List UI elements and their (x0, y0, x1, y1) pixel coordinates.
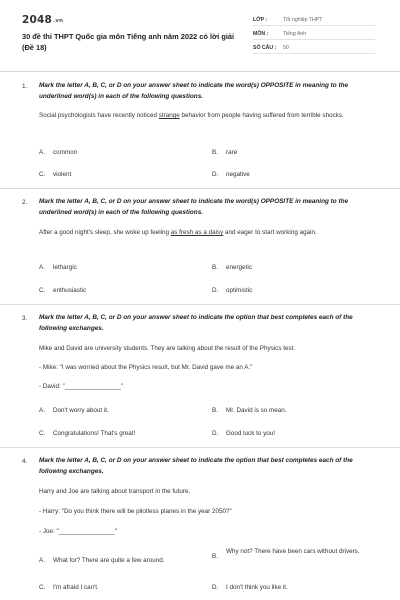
option-letter: B. (212, 149, 218, 156)
option-text: Why not? There have been cars without drivers. (226, 548, 360, 555)
option-letter: D. (212, 584, 219, 591)
meta-label: LỚP : (253, 17, 268, 23)
option-c[interactable] (39, 286, 199, 296)
option-d[interactable] (212, 429, 372, 439)
option-b[interactable] (212, 148, 372, 158)
text-segment: After a good night's sleep, she woke up feeling (39, 229, 171, 236)
question-instruction: Mark the letter A, B, C, or D on your answer sheet to indicate the option that best completes each of the following exchanges. (39, 314, 353, 332)
option-letter: C. (39, 287, 46, 294)
option-text: energetic (226, 264, 252, 271)
option-text: Mr. David is so mean. (226, 407, 287, 414)
question-instruction: Mark the letter A, B, C, or D on your answer sheet to indicate the word(s) OPPOSITE in meaning to the underlined word(s) in each of the following questions. (39, 82, 349, 100)
option-a[interactable] (39, 148, 199, 158)
option-letter: A. (39, 149, 45, 156)
option-text: enthusiastic (53, 287, 87, 294)
question-number: 3. (22, 315, 28, 322)
site-logo[interactable] (22, 14, 63, 26)
underlined-phrase: as fresh as a daisy (170, 229, 224, 236)
text-segment: behavior from people having suffered from terrible shocks. (179, 112, 344, 119)
dialogue-line: - Harry: "Do you think there will be pilotless planes in the year 2050?" (39, 508, 232, 515)
option-d[interactable] (212, 583, 372, 593)
option-a[interactable] (39, 263, 199, 273)
option-letter: C. (39, 430, 46, 437)
dialogue-line: - Mike: "I was worried about the Physics result, but Mr. David gave me an A." (39, 364, 253, 371)
option-text: rare (226, 149, 238, 156)
meta-value: Tiếng Anh (283, 31, 307, 37)
text-segment: Social psychologists have recently noticed (39, 112, 159, 119)
option-letter: D. (212, 430, 219, 437)
option-a[interactable] (39, 406, 199, 416)
option-letter: A. (39, 407, 45, 414)
meta-value: 50 (283, 45, 289, 51)
question-number: 1. (22, 83, 28, 90)
option-letter: C. (39, 584, 46, 591)
option-text: lethargic (53, 264, 77, 271)
logo-suffix: .vn (53, 18, 64, 24)
meta-subject (253, 29, 375, 40)
question-number: 4. (22, 458, 28, 465)
option-c[interactable] (39, 429, 199, 439)
option-text: common (53, 149, 78, 156)
question-instruction: Mark the letter A, B, C, or D on your answer sheet to indicate the option that best completes each of the following exchanges. (39, 457, 353, 475)
text-segment: and eager to start working again. (223, 229, 317, 236)
meta-label: SỐ CÂU : (253, 45, 277, 51)
option-text: Congratulations! That's great! (53, 430, 136, 437)
question-text (39, 228, 375, 239)
option-letter: A. (39, 557, 45, 564)
meta-question-count (253, 43, 375, 54)
option-b[interactable] (212, 406, 372, 416)
option-d[interactable] (212, 286, 372, 296)
option-b[interactable] (212, 263, 372, 273)
option-text: violent (53, 171, 72, 178)
option-letter: B. (212, 407, 218, 414)
question-divider (0, 447, 400, 448)
meta-value: Tốt nghiệp THPT (283, 17, 323, 23)
option-text: What for? There are quite a few around. (53, 557, 165, 564)
document-title: 30 đề thi THPT Quốc gia môn Tiếng anh năm 2022 có lời giải (Đề 18) (22, 32, 235, 52)
option-c[interactable] (39, 170, 199, 180)
logo-text: 2048 (22, 14, 53, 26)
question-divider (0, 304, 400, 305)
option-letter: C. (39, 171, 46, 178)
option-letter: A. (39, 264, 45, 271)
question-instruction: Mark the letter A, B, C, or D on your answer sheet to indicate the word(s) OPPOSITE in meaning to the underlined word(s) in each of the following questions. (39, 198, 349, 216)
option-text: optimistic (226, 287, 253, 294)
option-text: negative (226, 171, 250, 178)
option-text: Don't worry about it. (53, 407, 109, 414)
meta-label: MÔN : (253, 31, 269, 37)
question-context: Mike and David are university students. They are talking about the result of the Physics test. (39, 345, 296, 352)
option-c[interactable] (39, 583, 199, 593)
question-context: Harry and Joe are talking about transport in the future. (39, 488, 191, 495)
option-letter: D. (212, 171, 219, 178)
option-a[interactable] (39, 556, 199, 566)
option-text: Good luck to you! (226, 430, 276, 437)
option-text: I don't think you like it. (226, 584, 288, 591)
option-text: I'm afraid I can't. (53, 584, 99, 591)
option-d[interactable] (212, 170, 372, 180)
question-number: 2. (22, 199, 28, 206)
dialogue-line: - Joe: "________________" (39, 528, 118, 535)
dialogue-line: - David: "________________" (39, 383, 123, 390)
question-text (39, 111, 375, 122)
underlined-word: strange (158, 112, 180, 119)
option-b[interactable] (212, 547, 372, 562)
option-letter: B. (212, 553, 218, 560)
option-letter: D. (212, 287, 219, 294)
question-divider (0, 188, 400, 189)
option-letter: B. (212, 264, 218, 271)
meta-class (253, 15, 375, 26)
document-header (0, 0, 400, 72)
